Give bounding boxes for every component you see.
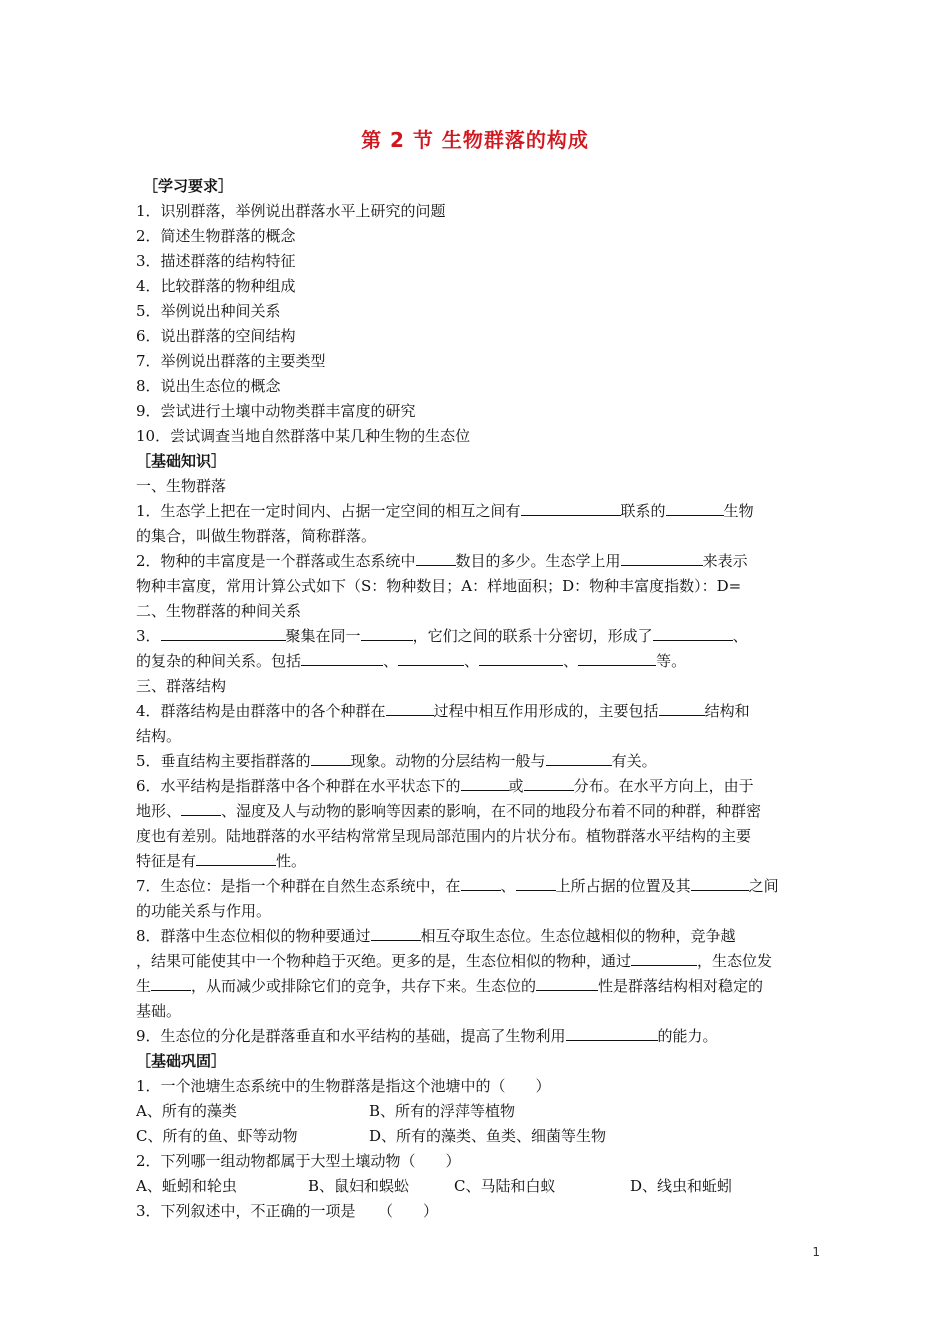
answer-blank[interactable] [631, 951, 697, 966]
answer-blank[interactable] [181, 801, 221, 816]
text: 有关。 [611, 752, 657, 770]
answer-blank[interactable] [536, 976, 598, 991]
knowledge-paragraph: 度也有差别。陆地群落的水平结构常常呈现局部范围内的片状分布。植物群落水平结构的主要 [136, 827, 752, 845]
requirement-item: 7．举例说出群落的主要类型 [136, 352, 326, 370]
text: 上所占据的位置及其 [555, 877, 691, 895]
knowledge-paragraph: 基础。 [136, 1002, 182, 1020]
knowledge-paragraph [136, 776, 816, 796]
text: 7．生态位：是指一个种群在自然生态系统中，在 [136, 877, 461, 895]
text: 9．生态位的分化是群落垂直和水平结构的基础，提高了生物利用 [136, 1027, 566, 1045]
text: 等。 [656, 652, 687, 670]
page-title: 第 2 节 生物群落的构成 [361, 128, 589, 152]
knowledge-paragraph: 结构。 [136, 727, 182, 745]
answer-blank[interactable] [524, 776, 574, 791]
text: 8．群落中生态位相似的物种要通过 [136, 927, 371, 945]
requirement-item: 5．举例说出种间关系 [136, 302, 281, 320]
option-d[interactable]: D、线虫和蚯蚓 [630, 1177, 733, 1195]
knowledge-paragraph [136, 976, 816, 996]
answer-blank[interactable] [161, 626, 286, 641]
requirement-item: 1．识别群落，举例说出群落水平上研究的问题 [136, 202, 446, 220]
page-number: 1 [812, 1245, 820, 1259]
text: 的复杂的种间关系。包括 [136, 652, 302, 670]
knowledge-paragraph [136, 876, 816, 896]
text: ，生态位发 [697, 952, 773, 970]
answer-blank[interactable] [361, 626, 413, 641]
question-options [136, 1176, 816, 1196]
answer-blank[interactable] [311, 751, 351, 766]
text: 6．水平结构是指群落中各个种群在水平状态下的 [136, 777, 461, 795]
answer-blank[interactable] [461, 776, 509, 791]
answer-blank[interactable] [621, 551, 703, 566]
question-options [136, 1126, 816, 1146]
text: 联系的 [620, 502, 666, 520]
text: 4．群落结构是由群落中的各个种群在 [136, 702, 386, 720]
answer-blank[interactable] [566, 1026, 658, 1041]
text: 、 [732, 627, 748, 645]
answer-blank[interactable] [659, 701, 705, 716]
knowledge-paragraph [136, 801, 816, 821]
knowledge-paragraph [136, 626, 816, 646]
option-c[interactable]: C、马陆和白蚁 [454, 1177, 556, 1195]
question-options [136, 1101, 816, 1121]
section-heading: 二、生物群落的种间关系 [136, 602, 302, 620]
text: 现象。动物的分层结构一般与 [350, 752, 546, 770]
requirement-item: 3．描述群落的结构特征 [136, 252, 296, 270]
knowledge-paragraph [136, 851, 816, 871]
text: 、湿度及人与动物的影响等因素的影响，在不同的地段分布着不同的种群，种群密 [221, 802, 762, 820]
requirement-item: 8．说出生态位的概念 [136, 377, 281, 395]
requirement-item: 4．比较群落的物种组成 [136, 277, 296, 295]
knowledge-header: ［基础知识］ [136, 452, 227, 470]
text: 过程中相互作用形成的，主要包括 [433, 702, 659, 720]
option-d[interactable]: D、所有的藻类、鱼类、细菌等生物 [369, 1127, 607, 1145]
text: 或 [508, 777, 524, 795]
text: 数目的多少。生态学上用 [455, 552, 621, 570]
knowledge-paragraph [136, 751, 816, 771]
text: 性是群落结构相对稳定的 [598, 977, 764, 995]
knowledge-paragraph [136, 651, 816, 671]
text: 聚集在同一 [285, 627, 361, 645]
knowledge-paragraph [136, 1026, 816, 1046]
text: 特征是有 [136, 852, 197, 870]
knowledge-paragraph: 物种丰富度，常用计算公式如下（S：物种数目；A：样地面积；D：物种丰富度指数）：D= [136, 577, 742, 595]
section-heading: 一、生物群落 [136, 477, 227, 495]
knowledge-paragraph [136, 501, 816, 521]
text: ，它们之间的联系十分密切，形成了 [412, 627, 653, 645]
answer-blank[interactable] [196, 851, 276, 866]
knowledge-paragraph [136, 951, 816, 971]
answer-blank[interactable] [398, 651, 464, 666]
text: 、 [464, 652, 480, 670]
requirement-item: 9．尝试进行土壤中动物类群丰富度的研究 [136, 402, 416, 420]
answer-blank[interactable] [516, 876, 556, 891]
knowledge-paragraph: 的集合，叫做生物群落，简称群落。 [136, 527, 377, 545]
question-stem: 2．下列哪一组动物都属于大型土壤动物（ ） [136, 1152, 461, 1170]
knowledge-paragraph [136, 926, 816, 946]
requirement-item: 10．尝试调查当地自然群落中某几种生物的生态位 [136, 427, 471, 445]
option-a[interactable]: A、蚯蚓和轮虫 [136, 1177, 237, 1195]
knowledge-paragraph [136, 701, 816, 721]
question-stem: 1．一个池塘生态系统中的生物群落是指这个池塘中的（ ） [136, 1077, 551, 1095]
option-a[interactable]: A、所有的藻类 [136, 1102, 237, 1120]
text: ，从而减少或排除它们的竞争，共存下来。生态位的 [191, 977, 537, 995]
answer-blank[interactable] [653, 626, 733, 641]
knowledge-paragraph [136, 551, 816, 571]
text: 的能力。 [657, 1027, 718, 1045]
answer-blank[interactable] [691, 876, 749, 891]
requirements-header: ［学习要求］ [143, 177, 234, 195]
option-c[interactable]: C、所有的鱼、虾等动物 [136, 1127, 298, 1145]
answer-blank[interactable] [371, 926, 421, 941]
text: 1．生态学上把在一定时间内、占据一定空间的相互之间有 [136, 502, 521, 520]
answer-blank[interactable] [461, 876, 501, 891]
text: 地形、 [136, 802, 182, 820]
answer-blank[interactable] [386, 701, 434, 716]
knowledge-paragraph: 的功能关系与作用。 [136, 902, 272, 920]
text: 、 [383, 652, 399, 670]
text: 2．物种的丰富度是一个群落或生态系统中 [136, 552, 416, 570]
text: 性。 [276, 852, 307, 870]
text: 生 [136, 977, 152, 995]
answer-blank[interactable] [666, 501, 724, 516]
answer-blank[interactable] [479, 651, 563, 666]
answer-blank[interactable] [151, 976, 191, 991]
option-b[interactable]: B、鼠妇和蜈蚣 [308, 1177, 410, 1195]
answer-blank[interactable] [546, 751, 612, 766]
text: ，结果可能使其中一个物种趋于灭绝。更多的是，生态位相似的物种，通过 [136, 952, 632, 970]
option-b[interactable]: B、所有的浮萍等植物 [369, 1102, 516, 1120]
requirement-item: 2．简述生物群落的概念 [136, 227, 296, 245]
text: 结构和 [704, 702, 750, 720]
text: 分布。在水平方向上，由于 [573, 777, 754, 795]
question-stem: 3．下列叙述中，不正确的一项是 （ ） [136, 1202, 439, 1220]
answer-blank[interactable] [301, 651, 383, 666]
section-heading: 三、群落结构 [136, 677, 227, 695]
requirement-item: 6．说出群落的空间结构 [136, 327, 296, 345]
text: 、 [500, 877, 516, 895]
practice-header: ［基础巩固］ [136, 1052, 227, 1070]
text: 生物 [723, 502, 754, 520]
text: 来表示 [702, 552, 748, 570]
answer-blank[interactable] [416, 551, 456, 566]
answer-blank[interactable] [578, 651, 656, 666]
answer-blank[interactable] [521, 501, 621, 516]
text: 3． [136, 627, 161, 645]
text: 、 [563, 652, 579, 670]
text: 之间 [748, 877, 779, 895]
text: 相互夺取生态位。生态位越相似的物种，竞争越 [420, 927, 736, 945]
text: 5．垂直结构主要指群落的 [136, 752, 311, 770]
